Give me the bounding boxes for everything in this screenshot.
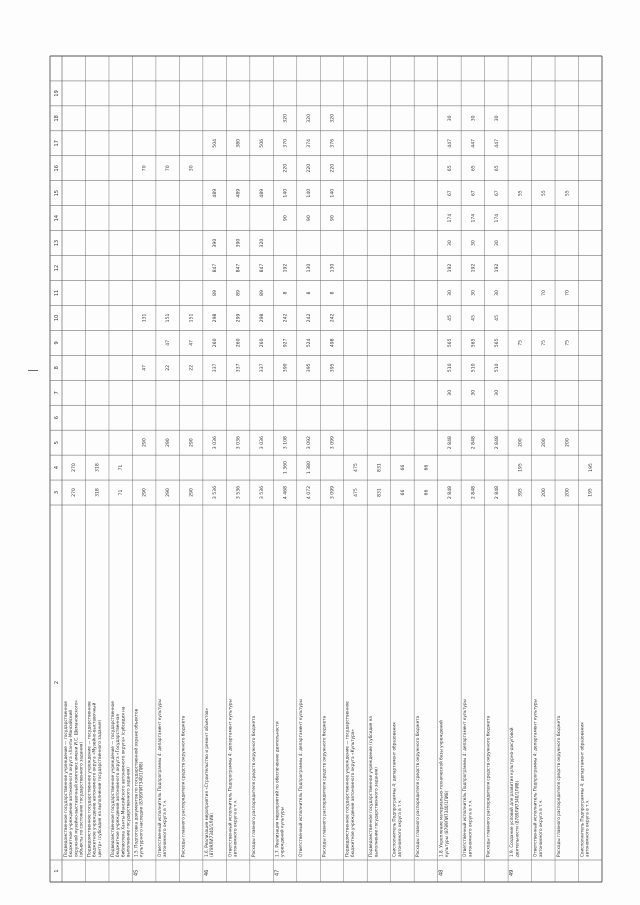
cell-value: 298 bbox=[260, 313, 266, 323]
column-number: 4 bbox=[54, 465, 60, 470]
row-number: 45 bbox=[133, 869, 140, 876]
column-number-row bbox=[54, 90, 60, 872]
cell-value: 192 bbox=[447, 263, 453, 273]
cell-value: 200 bbox=[565, 438, 571, 448]
cell-value: 390 bbox=[283, 363, 289, 373]
cell-value: 390 bbox=[213, 238, 219, 248]
cell-value: 380 bbox=[236, 138, 242, 148]
cell-value: 298 bbox=[213, 313, 219, 323]
cell-value: 90 bbox=[307, 215, 313, 222]
cell-value: 290 bbox=[166, 488, 172, 497]
column-number: 1 bbox=[54, 869, 60, 873]
cell-value: 30 bbox=[471, 240, 477, 247]
cell-value: 30 bbox=[494, 240, 500, 247]
cell-value: 30 bbox=[189, 165, 195, 172]
cell-value: 510 bbox=[447, 363, 453, 373]
cell-value: 55 bbox=[565, 190, 571, 197]
cell-value: 192 bbox=[283, 263, 289, 273]
cell-value: 504 bbox=[213, 138, 219, 148]
cell-value: 489 bbox=[213, 188, 219, 198]
cell-value: 174 bbox=[494, 213, 500, 223]
cell-value: 3 036 bbox=[260, 436, 266, 450]
row-description: Подведомственное государственное учреждение — государственное bbox=[109, 701, 115, 857]
row-description: (объекты по состоянию государственного задания) bbox=[78, 742, 84, 857]
cell-value: 3 036 bbox=[236, 436, 242, 450]
cell-value: 3 536 bbox=[213, 485, 219, 500]
row-description: автономного округа в т.ч. bbox=[396, 799, 402, 857]
cell-value: 200 bbox=[565, 488, 571, 497]
column-number: 7 bbox=[54, 391, 60, 395]
cell-value: 1 380 bbox=[307, 461, 313, 475]
column-number: 6 bbox=[54, 416, 60, 420]
cell-value: 337 bbox=[236, 363, 242, 373]
row-description: Подведомственное государственное учреждение — государственное bbox=[86, 701, 92, 857]
cell-value: 447 bbox=[447, 138, 453, 148]
column-number: 9 bbox=[54, 341, 60, 345]
cell-value: 565 bbox=[447, 338, 453, 348]
cell-value: 565 bbox=[471, 338, 477, 348]
row-description: Расходы главного распорядителя средств окружного бюджета bbox=[415, 715, 421, 857]
cell-value: 67 bbox=[471, 190, 477, 197]
column-number: 17 bbox=[54, 140, 60, 147]
column-number: 11 bbox=[54, 289, 60, 297]
row-description: Подведомственное государственное учреждение — государственное bbox=[344, 701, 350, 857]
cell-value: 1 360 bbox=[283, 461, 289, 475]
row-description: выполнение государственного задания) bbox=[373, 767, 379, 857]
cell-value: 55 bbox=[518, 190, 524, 197]
row-description: Расходы главного распорядителя средств окружного бюджета bbox=[250, 715, 256, 857]
row-number: 47 bbox=[274, 869, 281, 876]
row-description: 1.6. Реализация мероприятия «Строительство и ремонт объектов» bbox=[203, 707, 209, 857]
cell-value: 151 bbox=[189, 313, 195, 323]
row-number: 46 bbox=[203, 869, 210, 876]
cell-value: 45 bbox=[471, 314, 477, 321]
cell-value: 195 bbox=[588, 463, 594, 472]
cell-value: 510 bbox=[471, 363, 477, 373]
cell-value: 174 bbox=[447, 213, 453, 223]
cell-value: 270 bbox=[72, 463, 78, 472]
row-description: 1.7. Реализация мероприятий по обеспечению деятельности bbox=[274, 721, 280, 857]
cell-value: 192 bbox=[494, 263, 500, 273]
cell-value: 70 bbox=[565, 290, 571, 296]
cell-value: 3 099 bbox=[330, 436, 336, 450]
row-description: Подведомственное государственное учреждение — государственное bbox=[63, 701, 68, 857]
row-number: 48 bbox=[438, 869, 445, 876]
column-number: 13 bbox=[54, 239, 60, 247]
cell-value: 260 bbox=[213, 338, 219, 348]
cell-value: 927 bbox=[283, 338, 289, 348]
cell-value: 130 bbox=[307, 263, 313, 273]
cell-value: 506 bbox=[260, 138, 266, 148]
row-description: Ответственный исполнитель Подпрограммы 4: департамент культуры bbox=[227, 699, 233, 857]
cell-value: 131 bbox=[142, 313, 148, 323]
row-description: библиотека Ханты-Мансийского автономного округа» (субсидия на bbox=[120, 706, 126, 857]
cell-value: 498 bbox=[330, 338, 336, 348]
cell-value: 30 bbox=[447, 389, 453, 396]
cell-value: 524 bbox=[307, 338, 313, 348]
cell-value: 447 bbox=[471, 138, 477, 148]
cell-value: 8 bbox=[283, 291, 289, 295]
cell-value: 65 bbox=[494, 165, 500, 172]
cell-value: 70 bbox=[541, 290, 547, 296]
row-description: Расходы главного распорядителя средств окружного бюджета bbox=[321, 715, 327, 857]
cell-value: 30 bbox=[447, 115, 453, 122]
row-description: бюджетное учреждение автономного округа «Культура» bbox=[349, 729, 355, 857]
cell-value: 30 bbox=[494, 389, 500, 396]
cell-value: 475 bbox=[353, 488, 359, 497]
cell-value: 290 bbox=[142, 438, 148, 448]
cell-value: 290 bbox=[142, 488, 148, 497]
cell-value: 67 bbox=[447, 190, 453, 197]
cell-value: 831 bbox=[377, 463, 383, 472]
cell-value: 290 bbox=[189, 488, 195, 497]
cell-value: 130 bbox=[330, 263, 336, 273]
cell-value: 395 bbox=[518, 488, 524, 497]
cell-value: 30 bbox=[494, 115, 500, 122]
cell-value: 489 bbox=[236, 188, 242, 198]
row-description: Соисполнитель Подпрограммы 4: департамент образования bbox=[579, 722, 585, 857]
cell-value: 195 bbox=[588, 488, 594, 497]
cell-value: 90 bbox=[283, 215, 289, 222]
column-number: 14 bbox=[54, 214, 60, 222]
cell-value: 75 bbox=[541, 339, 547, 346]
cell-value: 337 bbox=[260, 363, 266, 373]
cell-value: 89 bbox=[236, 290, 242, 296]
column-number: 19 bbox=[54, 90, 60, 97]
cell-value: 447 bbox=[494, 138, 500, 148]
cell-value: 475 bbox=[353, 463, 359, 472]
cell-value: 242 bbox=[307, 313, 313, 323]
cell-value: 337 bbox=[213, 363, 219, 373]
cell-value: 45 bbox=[447, 314, 453, 321]
row-description: 1.9. Создание условий для развития культурно-досуговой bbox=[509, 727, 515, 857]
cell-value: 89 bbox=[213, 290, 219, 296]
cell-value: 30 bbox=[471, 389, 477, 396]
row-description: культурного наследия (8789ЛИ7340/1ЛИ8) bbox=[138, 761, 144, 857]
row-description: окружной музейно-выставочный комплекс имени И.С. Шемановского» bbox=[73, 700, 79, 857]
cell-value: 510 bbox=[494, 363, 500, 373]
margin-mark bbox=[28, 370, 38, 371]
cell-value: 220 bbox=[283, 163, 289, 173]
cell-value: 290 bbox=[189, 438, 195, 448]
cell-value: 318 bbox=[95, 488, 101, 497]
cell-value: 65 bbox=[471, 165, 477, 172]
cell-value: 30 bbox=[447, 240, 453, 247]
cell-value: 3 036 bbox=[213, 436, 219, 450]
cell-value: 290 bbox=[166, 438, 172, 448]
row-description: деятельности (8789ЛИ7340/1ЛИ8) bbox=[514, 780, 520, 857]
row-description: Расходы главного распорядителя средств окружного бюджета bbox=[180, 715, 186, 857]
cell-value: 8 bbox=[307, 291, 313, 295]
cell-value: 200 bbox=[518, 438, 524, 448]
cell-value: 151 bbox=[166, 313, 172, 323]
cell-value: 75 bbox=[565, 339, 571, 346]
cell-value: 47 bbox=[142, 364, 148, 371]
cell-value: 4 072 bbox=[307, 485, 313, 500]
cell-value: 70 bbox=[166, 165, 172, 172]
cell-value: 847 bbox=[236, 263, 242, 273]
cell-value: 320 bbox=[260, 238, 266, 248]
cell-value: 200 bbox=[541, 488, 547, 497]
cell-value: 318 bbox=[95, 463, 101, 472]
row-description: Ответственный исполнитель Подпрограммы 4: департамент культуры bbox=[462, 699, 468, 857]
cell-value: 320 bbox=[330, 113, 336, 123]
row-description: Ответственный исполнитель Подпрограммы 4: департамент культуры bbox=[532, 699, 538, 857]
row-number: 49 bbox=[509, 869, 516, 876]
cell-value: 395 bbox=[307, 363, 313, 373]
cell-value: 55 bbox=[541, 190, 547, 197]
cell-value: 395 bbox=[330, 363, 336, 373]
cell-value: 3 092 bbox=[307, 436, 313, 450]
cell-value: 47 bbox=[189, 339, 195, 346]
cell-value: 260 bbox=[236, 338, 242, 348]
row-description: Соисполнитель Подпрограммы 4: департамент образования bbox=[391, 722, 397, 857]
cell-value: 3 099 bbox=[330, 485, 336, 500]
row-description: Ответственный исполнитель Подпрограммы 4: департамент культуры bbox=[156, 699, 162, 857]
row-description: (8789ЛИ7340/1ЛИ8) bbox=[209, 813, 215, 857]
row-description: культуры (8789ЛИ7340/1ЛИ8) bbox=[443, 790, 449, 857]
cell-value: 831 bbox=[377, 488, 383, 497]
cell-value: 4 468 bbox=[283, 485, 289, 500]
cell-value: 174 bbox=[471, 213, 477, 223]
cell-value: 260 bbox=[260, 338, 266, 348]
cell-value: 30 bbox=[447, 290, 453, 296]
cell-value: 47 bbox=[166, 339, 172, 346]
cell-value: 320 bbox=[307, 113, 313, 123]
row-description: учреждений культуры bbox=[279, 807, 285, 857]
cell-value: 299 bbox=[236, 313, 242, 323]
cell-value: 140 bbox=[283, 188, 289, 198]
cell-value: 2 848 bbox=[471, 436, 477, 450]
column-number: 12 bbox=[54, 264, 60, 272]
row-description: автономного округа в т.ч. bbox=[232, 799, 238, 857]
cell-value: 70 bbox=[142, 165, 148, 172]
cell-value: 2 848 bbox=[447, 485, 453, 500]
cell-value: 847 bbox=[213, 263, 219, 273]
table-cells bbox=[63, 114, 594, 857]
cell-value: 220 bbox=[307, 163, 313, 173]
cell-value: 192 bbox=[471, 263, 477, 273]
column-number: 8 bbox=[54, 366, 60, 370]
column-number: 3 bbox=[54, 490, 60, 495]
column-number: 18 bbox=[54, 115, 60, 122]
cell-value: 140 bbox=[307, 188, 313, 198]
cell-value: 90 bbox=[330, 215, 336, 222]
cell-value: 270 bbox=[72, 488, 78, 497]
row-number-column bbox=[133, 870, 515, 876]
cell-value: 8 bbox=[330, 291, 336, 295]
cell-value: 370 bbox=[283, 138, 289, 148]
cell-value: 66 bbox=[400, 489, 406, 496]
cell-value: 847 bbox=[260, 263, 266, 273]
cell-value: 67 bbox=[494, 190, 500, 197]
row-description: бюджетное учреждение автономного округа «Государственная bbox=[115, 714, 121, 857]
cell-value: 2 848 bbox=[447, 436, 453, 450]
cell-value: 89 bbox=[260, 290, 266, 296]
cell-value: 45 bbox=[494, 314, 500, 321]
cell-value: 390 bbox=[236, 238, 242, 248]
row-description: Расходы главного распорядителя средств окружного бюджета bbox=[556, 715, 562, 857]
row-description: бюджетное учреждение автономного округа «Ханты-Мансийский bbox=[68, 710, 74, 857]
cell-value: 71 bbox=[119, 489, 125, 496]
row-description: автономного округа в т.ч. bbox=[584, 799, 590, 857]
row-description: автономного округа в т.ч. bbox=[162, 799, 168, 857]
column-number: 15 bbox=[54, 190, 60, 197]
row-description: Ответственный исполнитель Подпрограммы 4: департамент культуры bbox=[297, 699, 303, 857]
cell-value: 30 bbox=[471, 115, 477, 122]
row-description: выполнение государственного задания) bbox=[125, 767, 131, 857]
row-description: автономного округа в т.ч. bbox=[467, 799, 473, 857]
row-description: автономного округа в т.ч. bbox=[537, 799, 543, 857]
cell-value: 66 bbox=[424, 489, 430, 496]
cell-value: 65 bbox=[447, 165, 453, 172]
row-description: Подведомственное государственное учреждение (субсидия на bbox=[368, 716, 374, 857]
cell-value: 2 848 bbox=[494, 485, 500, 500]
cell-value: 3 536 bbox=[236, 485, 242, 500]
cell-value: 30 bbox=[494, 290, 500, 296]
column-number: 16 bbox=[54, 165, 60, 172]
column-number: 5 bbox=[54, 441, 60, 445]
cell-value: 75 bbox=[518, 339, 524, 346]
cell-value: 376 bbox=[330, 138, 336, 148]
cell-value: 3 108 bbox=[283, 436, 289, 450]
cell-value: 200 bbox=[541, 438, 547, 448]
row-description: Расходы главного распорядителя средств окружного бюджета bbox=[485, 715, 491, 857]
cell-value: 22 bbox=[166, 364, 172, 371]
cell-value: 2 848 bbox=[494, 436, 500, 450]
cell-value: 489 bbox=[260, 188, 266, 198]
row-description: бюджетное учреждение автономного округа «Музейно-выставочный bbox=[91, 702, 97, 857]
cell-value: 2 848 bbox=[471, 485, 477, 500]
row-description: 1.5. Подготовка документов по государственной охране объектов bbox=[133, 708, 139, 857]
row-description: центр» (субсидия на выполнение государственного задания) bbox=[96, 719, 102, 857]
cell-value: 242 bbox=[330, 313, 336, 323]
cell-value: 22 bbox=[189, 364, 195, 371]
cell-value: 320 bbox=[283, 113, 289, 123]
column-number: 2 bbox=[54, 680, 60, 685]
row-description: 1.8. Укрепление материально-технической базы учреждений bbox=[438, 720, 444, 857]
cell-value: 220 bbox=[330, 163, 336, 173]
cell-value: 3 536 bbox=[260, 485, 266, 500]
cell-value: 66 bbox=[424, 464, 430, 471]
column-number: 10 bbox=[54, 314, 60, 322]
cell-value: 374 bbox=[307, 138, 313, 148]
cell-value: 242 bbox=[283, 313, 289, 323]
cell-value: 195 bbox=[518, 463, 524, 472]
cell-value: 66 bbox=[400, 464, 406, 471]
cell-value: 71 bbox=[119, 464, 125, 471]
cell-value: 30 bbox=[471, 290, 477, 296]
cell-value: 140 bbox=[330, 188, 336, 198]
cell-value: 565 bbox=[494, 338, 500, 348]
